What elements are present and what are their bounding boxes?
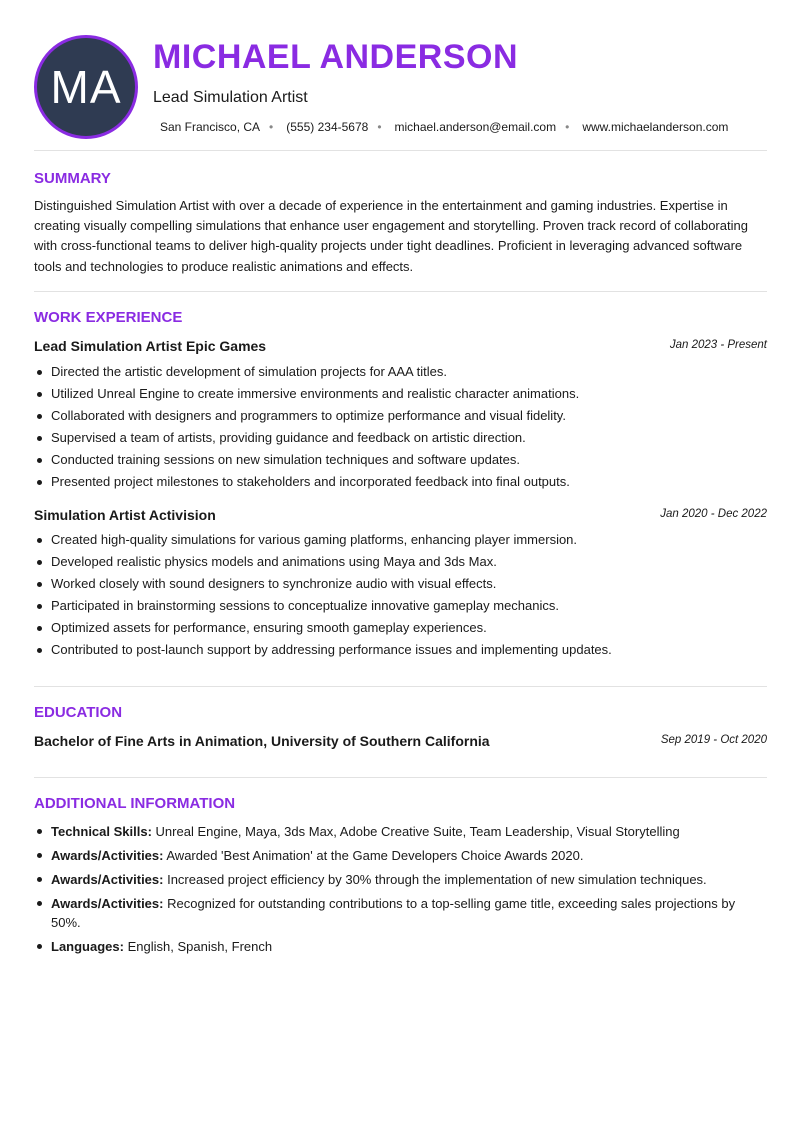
additional-info-list bbox=[34, 822, 767, 961]
job-role: Simulation Artist Activision bbox=[34, 507, 216, 523]
contact-bar bbox=[160, 120, 728, 134]
candidate-title: Lead Simulation Artist bbox=[153, 89, 308, 106]
education-dates: Sep 2019 - Oct 2020 bbox=[660, 734, 767, 746]
item-text: Increased project efficiency by 30% through the implementation of new simulation techniques. bbox=[167, 872, 707, 887]
list-item: Presented project milestones to stakeholders and incorporated feedback into final outputs. bbox=[34, 473, 767, 495]
job-header bbox=[34, 507, 767, 525]
job-dates: Jan 2023 - Present bbox=[669, 339, 767, 351]
job-bullets bbox=[34, 363, 767, 495]
additional-info-heading: ADDITIONAL INFORMATION bbox=[34, 795, 236, 812]
separator-dot-icon: • bbox=[377, 120, 382, 134]
item-label: Technical Skills: bbox=[51, 824, 152, 839]
education-degree: Bachelor of Fine Arts in Animation, University of Southern California bbox=[34, 733, 490, 749]
list-item: Contributed to post-launch support by addressing performance issues and implementing updates. bbox=[34, 641, 767, 663]
list-item: Participated in brainstorming sessions to conceptualize innovative gameplay mechanics. bbox=[34, 597, 767, 619]
divider bbox=[34, 777, 767, 778]
work-experience-heading: WORK EXPERIENCE bbox=[34, 309, 183, 326]
contact-website[interactable]: www.michaelanderson.com bbox=[582, 120, 729, 134]
summary-text: Distinguished Simulation Artist with over a decade of experience in the entertainment and gaming industries. Expertise in creating visually compelling simulations that enhance user engagement and storytelling. Proven track record of collaborating with cross-functional teams to deliver high-quality projects under tight deadlines. Proficient in leveraging advanced software tools and technologies to produce realistic animations and effects. bbox=[34, 198, 748, 274]
list-item: Developed realistic physics models and animations using Maya and 3ds Max. bbox=[34, 553, 767, 575]
divider bbox=[34, 291, 767, 292]
education-heading: EDUCATION bbox=[34, 704, 123, 721]
item-label: Languages: bbox=[51, 939, 124, 954]
list-item bbox=[34, 870, 761, 889]
list-item bbox=[34, 894, 761, 932]
job-dates: Jan 2020 - Dec 2022 bbox=[660, 508, 767, 520]
summary-heading: SUMMARY bbox=[34, 170, 111, 187]
job-bullets bbox=[34, 531, 767, 663]
list-item bbox=[34, 846, 761, 865]
item-text: Awarded 'Best Animation' at the Game Developers Choice Awards 2020. bbox=[166, 848, 584, 863]
list-item: Conducted training sessions on new simulation techniques and software updates. bbox=[34, 451, 767, 473]
separator-dot-icon: • bbox=[565, 120, 570, 134]
education-entry bbox=[34, 733, 767, 751]
list-item: Collaborated with designers and programmers to optimize performance and visual fidelity. bbox=[34, 407, 767, 429]
item-text: Recognized for outstanding contributions to a top-selling game title, exceeding sales projections by 50%. bbox=[51, 896, 736, 930]
item-label: Awards/Activities: bbox=[51, 848, 164, 863]
item-text: Unreal Engine, Maya, 3ds Max, Adobe Creative Suite, Team Leadership, Visual Storytelling bbox=[155, 824, 680, 839]
contact-location: San Francisco, CA bbox=[160, 120, 261, 134]
job-header bbox=[34, 338, 767, 356]
item-label: Awards/Activities: bbox=[51, 896, 164, 911]
avatar-initials: MA bbox=[50, 61, 122, 113]
list-item bbox=[34, 822, 761, 841]
job-role: Lead Simulation Artist Epic Games bbox=[34, 338, 267, 354]
separator-dot-icon: • bbox=[269, 120, 274, 134]
divider bbox=[34, 150, 767, 151]
contact-email[interactable]: michael.anderson@email.com bbox=[394, 120, 557, 134]
candidate-name: MICHAEL ANDERSON bbox=[153, 38, 519, 76]
divider bbox=[34, 686, 767, 687]
item-text: English, Spanish, French bbox=[127, 939, 273, 954]
list-item: Worked closely with sound designers to synchronize audio with visual effects. bbox=[34, 575, 767, 597]
avatar bbox=[34, 35, 138, 139]
list-item: Utilized Unreal Engine to create immersive environments and realistic character animations. bbox=[34, 385, 767, 407]
list-item: Supervised a team of artists, providing guidance and feedback on artistic direction. bbox=[34, 429, 767, 451]
list-item: Optimized assets for performance, ensuring smooth gameplay experiences. bbox=[34, 619, 767, 641]
list-item: Directed the artistic development of simulation projects for AAA titles. bbox=[34, 363, 767, 385]
list-item: Created high-quality simulations for various gaming platforms, enhancing player immersion. bbox=[34, 531, 767, 553]
list-item bbox=[34, 937, 761, 956]
contact-phone: (555) 234-5678 bbox=[286, 120, 369, 134]
item-label: Awards/Activities: bbox=[51, 872, 164, 887]
